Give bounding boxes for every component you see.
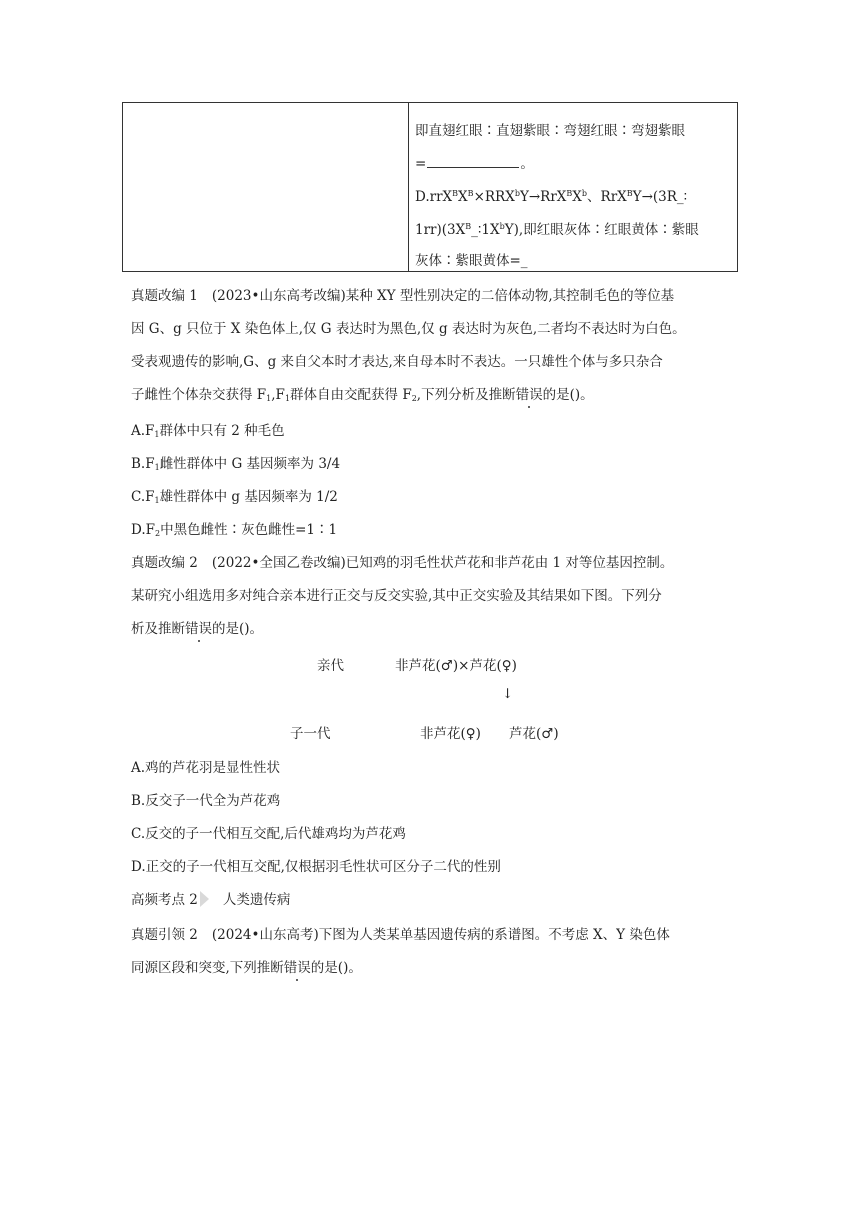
table-line-4: $1rr)(3X^B\_∶1X^bY)$,即红眼灰体∶红眼黄体∶紫眼 (415, 222, 699, 238)
cross-child-male: 芦花(♂) (509, 726, 559, 742)
answer-blank (427, 155, 519, 168)
q1-line-4: 子雌性个体杂交获得 $F_1,F_1$群体自由交配获得 $F_2$,下列分析及推断错误的是()。 (131, 383, 594, 403)
q1-option-c: $C.F_1$雄性群体中 g 基因频率为 1/2 (131, 489, 338, 505)
q1-line-1: 真题改编 1 (2023•山东高考改编)某种 XY 型性别决定的二倍体动物,其控制毛色的等位基 (131, 284, 674, 304)
q3-label: 真题引领 2 (131, 927, 198, 943)
table-column-divider (408, 103, 409, 271)
q1-option-b: $B.F_1$雌性群体中 G 基因频率为 3/4 (131, 456, 341, 472)
q2-line-2: 某研究小组选用多对纯合亲本进行正交与反交实验,其中正交实验及其结果如下图。下列分 (131, 588, 662, 604)
q1-label: 真题改编 1 (131, 288, 198, 304)
emphasis-word: 错误 (516, 383, 543, 403)
q2-label: 真题改编 2 (131, 555, 198, 571)
q2-option-a: A.鸡的芦花羽是显性性状 (131, 760, 281, 776)
section-title: 人类遗传病 (222, 892, 291, 908)
cross-parent-genotypes: 非芦花(♂)×芦花(♀) (395, 658, 517, 674)
section-heading (131, 888, 290, 908)
q2-line-1: 真题改编 2 (2022•全国乙卷改编)已知鸡的羽毛性状芦花和非芦花由 1 对等位基因控制。 (131, 551, 673, 571)
table-line-5: 灰体∶紫眼黄体=_ (415, 253, 528, 269)
q3-line-2: 同源区段和突变,下列推断错误的是()。 (131, 956, 362, 976)
q2-option-d: D.正交的子一代相互交配,仅根据羽毛性状可区分子二代的性别 (131, 859, 501, 875)
q2-option-c: C.反交的子一代相互交配,后代雄鸡均为芦花鸡 (131, 826, 406, 842)
q1-option-a: $A.F_1$群体中只有 2 种毛色 (131, 423, 285, 439)
emphasis-word: 错误 (284, 956, 311, 976)
q1-line-3: 受表观遗传的影响,G、g 来自父本时才表达,来自母本时不表达。一只雄性个体与多只杂合 (131, 354, 663, 370)
cross-child-female: 非芦花(♀) (420, 726, 481, 742)
table-line-3: $D.rrX^BX^B\times RRX^bY\to RrX^BX^b$、RrX$^B$Y→(3R_∶ (415, 189, 688, 205)
table-line-2: = 。 (415, 156, 534, 172)
cross-child-label: 子一代 (290, 726, 331, 742)
q3-line-1: 真题引领 2 (2024•山东高考)下图为人类某单基因遗传病的系谱图。不考虑 X、Y 染色体 (131, 923, 670, 943)
table-line-1: 即直翅红眼∶直翅紫眼∶弯翅红眼∶弯翅紫眼 (415, 123, 685, 139)
q1-line-2: 因 G、g 只位于 X 染色体上,仅 G 表达时为黑色,仅 g 表达时为灰色,二者均不表达时为白色。 (131, 321, 686, 337)
section-label: 高频考点 2 (131, 892, 198, 908)
answer-table (122, 102, 738, 272)
cross-parent-label: 亲代 (317, 658, 344, 674)
emphasis-word: 错误 (185, 617, 212, 637)
triangle-arrow-icon (200, 891, 209, 907)
q2-option-b: B.反交子一代全为芦花鸡 (131, 793, 281, 809)
q2-line-3: 析及推断错误的是()。 (131, 617, 263, 637)
cross-arrow: ↓ (502, 686, 514, 702)
q1-option-d: $D.F_2$中黑色雌性∶灰色雌性=1∶1 (131, 522, 338, 538)
